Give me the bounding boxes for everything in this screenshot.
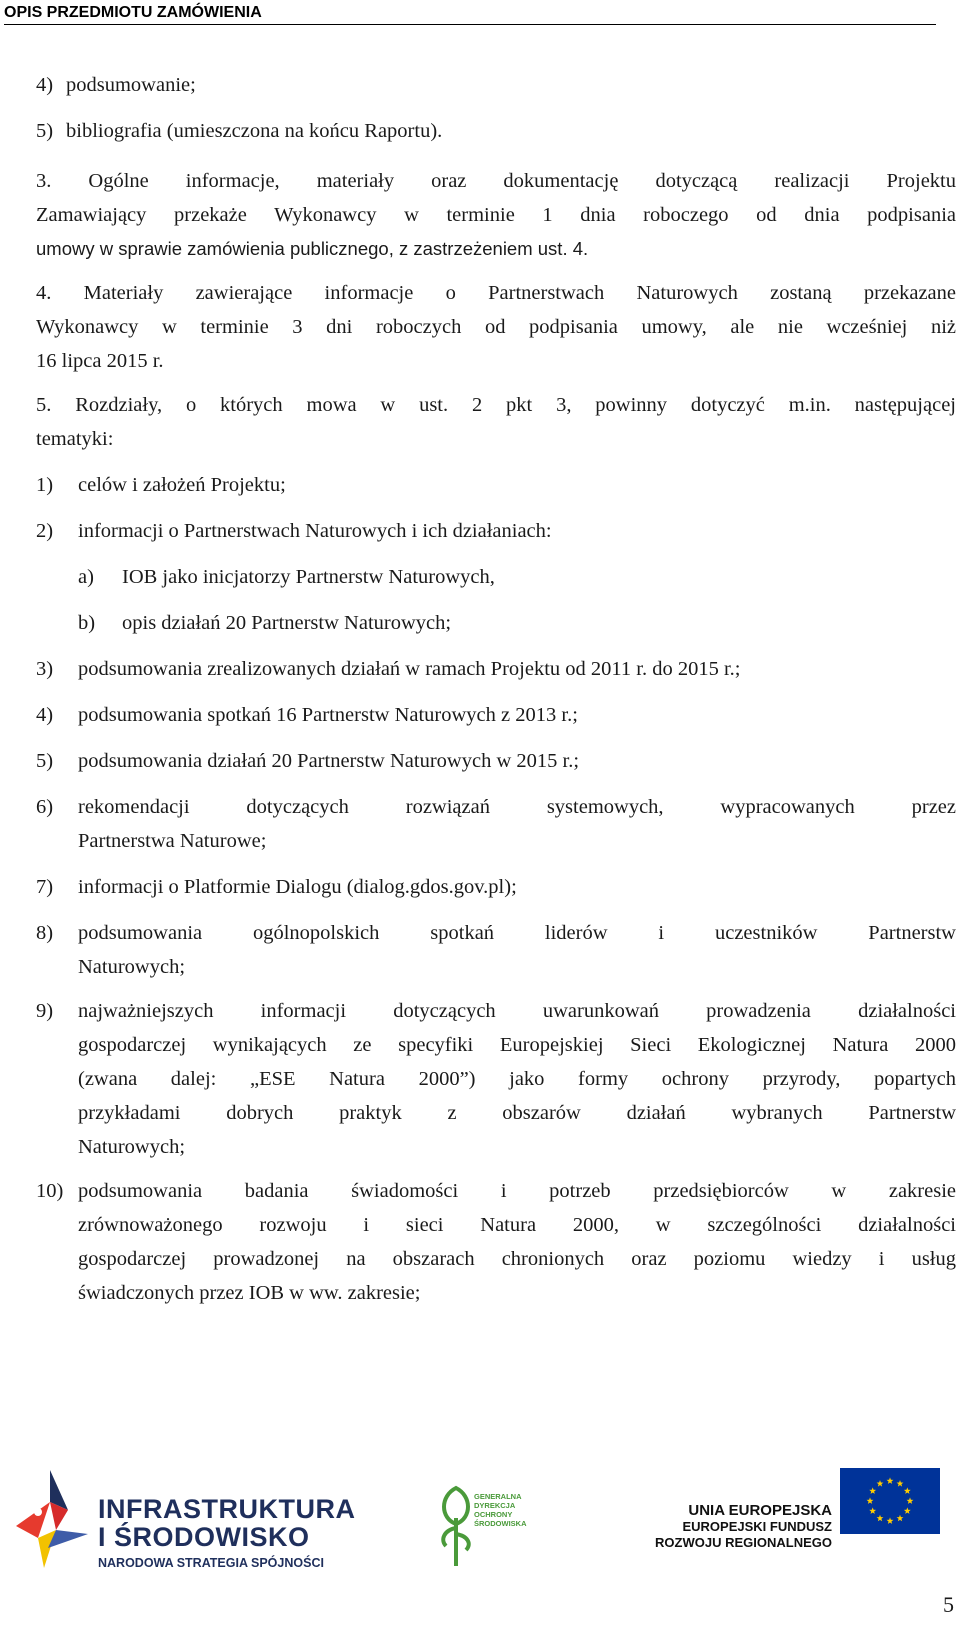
- item-text: podsumowania badania świadomości i potrzeb przedsiębiorców w zakresie: [78, 1180, 956, 1202]
- header-title: OPIS PRZEDMIOTU ZAMÓWIENIA: [4, 4, 262, 21]
- item-text: rekomendacji dotyczących rozwiązań systemowych, wypracowanych przez: [78, 796, 956, 818]
- subitem-num: a): [78, 566, 94, 588]
- gdos-logo: [436, 1478, 546, 1568]
- item-text: Partnerstwa Naturowe;: [78, 830, 267, 852]
- eu-star-icon: [887, 1477, 894, 1484]
- eu-text-line: ROZWOJU REGIONALNEGO: [655, 1535, 832, 1550]
- eu-star-icon: [867, 1497, 874, 1504]
- list-item-text: bibliografia (umieszczona na końcu Raportu).: [66, 120, 443, 142]
- is-logo-subtitle: NARODOWA STRATEGIA SPÓJNOŚCI: [98, 1556, 324, 1570]
- list-item-text: podsumowanie;: [66, 74, 196, 96]
- item-num: 5): [36, 750, 54, 772]
- item-text: celów i założeń Projektu;: [78, 474, 286, 496]
- eu-star-icon: [897, 1515, 904, 1522]
- item-num: 4): [36, 704, 54, 726]
- item-text: podsumowania działań 20 Partnerstw Naturowych w 2015 r.;: [78, 750, 580, 772]
- eu-star-icon: [877, 1515, 884, 1522]
- subitem-text: IOB jako inicjatorzy Partnerstw Naturowych,: [122, 566, 495, 588]
- paragraph-3-line-text: umowy w sprawie zamówienia publicznego, z zastrzeżeniem ust. 4.: [36, 238, 589, 259]
- item-text: przykładami dobrych praktyk z obszarów działań wybranych Partnerstw: [78, 1102, 956, 1124]
- footer-logos: [0, 1468, 960, 1578]
- item-num: 3): [36, 658, 54, 680]
- paragraph-4-line: 4. Materiały zawierające informacje o Partnerstwach Naturowych zostaną przekazane: [36, 282, 956, 304]
- subitem-num: b): [78, 612, 96, 634]
- eu-star-icon: [904, 1487, 911, 1494]
- paragraph-5-line: tematyki:: [36, 428, 114, 450]
- item-num: 2): [36, 520, 54, 542]
- paragraph-3-line: Zamawiający przekaże Wykonawcy w terminie 1 dnia roboczego od dnia podpisania: [36, 204, 956, 226]
- item-num: 9): [36, 1000, 54, 1022]
- page-number: 5: [943, 1592, 954, 1617]
- eu-flag-icon: [840, 1468, 940, 1534]
- gdos-text-line: OCHRONY: [474, 1510, 513, 1519]
- item-text: (zwana dalej: „ESE Natura 2000”) jako formy ochrony przyrody, popartych: [78, 1068, 956, 1090]
- list-num: 5): [36, 120, 54, 142]
- eu-star-icon: [869, 1507, 876, 1514]
- item-text: gospodarczej wynikających ze specyfiki Europejskiej Sieci Ekologicznej Natura 2000: [78, 1034, 956, 1056]
- item-num: 8): [36, 922, 54, 944]
- eu-text-line: UNIA EUROPEJSKA: [688, 1502, 832, 1519]
- item-text: świadczonych przez IOB w ww. zakresie;: [78, 1282, 421, 1304]
- item-num: 7): [36, 876, 54, 898]
- paragraph-3-line: 3. Ogólne informacje, materiały oraz dokumentację dotyczącą realizacji Projektu: [36, 170, 956, 192]
- leaf-tree-icon: [436, 1478, 476, 1568]
- eu-star-icon: [887, 1517, 894, 1524]
- item-text: najważniejszych informacji dotyczących uwarunkowań prowadzenia działalności: [78, 1000, 956, 1022]
- is-logo-line1: INFRASTRUKTURA: [98, 1494, 356, 1524]
- item-text: zrównoważonego rozwoju i sieci Natura 2000, w szczególności działalności: [78, 1214, 956, 1236]
- eu-text-line: EUROPEJSKI FUNDUSZ: [682, 1519, 832, 1534]
- item-text: Naturowych;: [78, 1136, 186, 1158]
- paragraph-4-line: 16 lipca 2015 r.: [36, 350, 164, 372]
- item-text: podsumowania ogólnopolskich spotkań liderów i uczestników Partnerstw: [78, 922, 956, 944]
- page-header: [4, 2, 936, 25]
- item-text: podsumowania zrealizowanych działań w ramach Projektu od 2011 r. do 2015 r.;: [78, 658, 741, 680]
- item-text: podsumowania spotkań 16 Partnerstw Naturowych z 2013 r.;: [78, 704, 578, 726]
- eu-star-icon: [877, 1480, 884, 1487]
- item-num: 6): [36, 796, 54, 818]
- gdos-text-line: DYREKCJA: [474, 1501, 516, 1510]
- infrastruktura-srodowisko-logo: [8, 1468, 356, 1578]
- is-logo-line2: I ŚRODOWISKO: [98, 1522, 310, 1552]
- eu-star-icon: [904, 1507, 911, 1514]
- gdos-text-line: ŚRODOWISKA: [474, 1519, 527, 1528]
- paragraph-3-line: [36, 238, 956, 261]
- gdos-logo-text: [474, 1492, 527, 1528]
- item-text: informacji o Platformie Dialogu (dialog.gdos.gov.pl);: [78, 876, 517, 898]
- subitem-text: opis działań 20 Partnerstw Naturowych;: [122, 612, 452, 634]
- eu-star-icon: [869, 1487, 876, 1494]
- eu-star-icon: [897, 1480, 904, 1487]
- list-num: 4): [36, 74, 54, 96]
- item-text: Naturowych;: [78, 956, 186, 978]
- infrastruktura-emblem-icon: [8, 1468, 92, 1578]
- eu-stars-icon: [840, 1468, 940, 1534]
- item-text: informacji o Partnerstwach Naturowych i ich działaniach:: [78, 520, 552, 542]
- paragraph-4-line: Wykonawcy w terminie 3 dni roboczych od podpisania umowy, ale nie wcześniej niż: [36, 316, 956, 338]
- item-num: 1): [36, 474, 54, 496]
- item-text: gospodarczej prowadzonej na obszarach chronionych oraz poziomu wiedzy i usług: [78, 1248, 956, 1270]
- gdos-text-line: GENERALNA: [474, 1492, 522, 1501]
- eu-fund-text: [655, 1502, 832, 1551]
- paragraph-5-line: 5. Rozdziały, o których mowa w ust. 2 pkt 3, powinny dotyczyć m.in. następującej: [36, 394, 956, 416]
- item-num: 10): [36, 1180, 64, 1202]
- eu-star-icon: [907, 1497, 914, 1504]
